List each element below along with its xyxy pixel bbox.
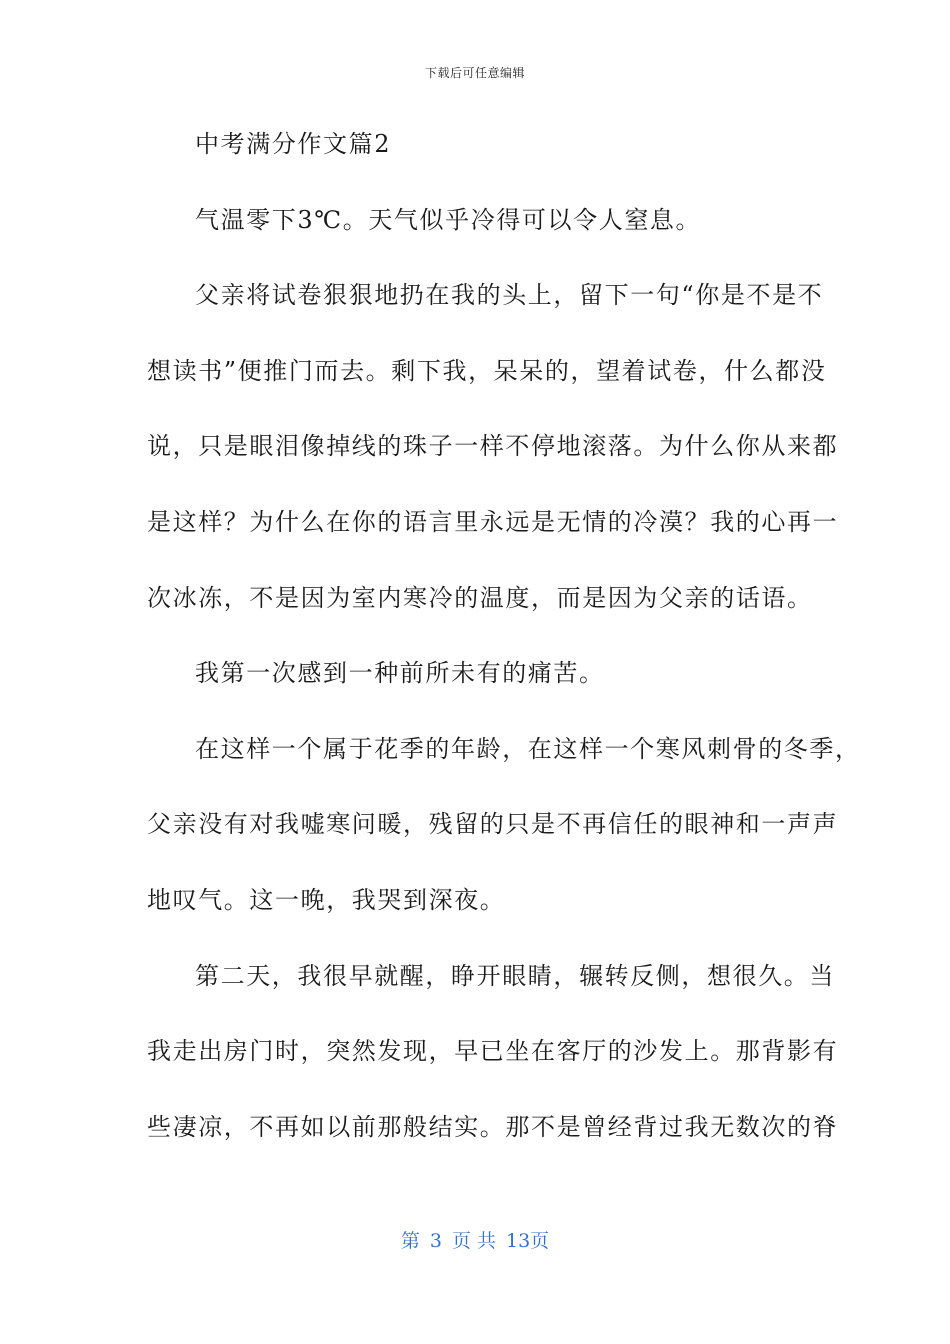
essay-title: 中考满分作文篇2 [195, 130, 392, 158]
paragraph-line: 父亲没有对我嘘寒问暖，残留的只是不再信任的眼神和一声声 [147, 810, 839, 839]
paragraph-line: 气温零下3℃。天气似乎冷得可以令人窒息。 [195, 205, 702, 234]
document-body [147, 118, 861, 1176]
footer-prefix: 第 [400, 1230, 420, 1252]
paragraph-line: 些凄凉，不再如以前那般结实。那不是曾经背过我无数次的脊 [147, 1112, 839, 1141]
paragraph-line: 我第一次感到一种前所未有的痛苦。 [195, 659, 605, 688]
footer-middle: 页 共 [451, 1230, 496, 1252]
paragraph-line: 父亲将试卷狠狠地扔在我的头上，留下一句“你是不是不 [195, 281, 824, 310]
page-footer [0, 1226, 950, 1253]
page-number: 3 [429, 1230, 442, 1252]
paragraph-line: 想读书”便推门而去。剩下我，呆呆的，望着试卷，什么都没 [147, 356, 827, 385]
paragraph-line: 次冰冻，不是因为室内寒冷的温度，而是因为父亲的话语。 [147, 583, 813, 612]
paragraph-line: 说，只是眼泪像掉线的珠子一样不停地滚落。为什么你从来都 [147, 432, 839, 461]
paragraph-line: 是这样？为什么在你的语言里永远是无情的冷漠？我的心再一 [147, 507, 839, 536]
paragraph-line: 地叹气。这一晚，我哭到深夜。 [147, 885, 506, 914]
paragraph-line: 我走出房门时，突然发现，早已坐在客厅的沙发上。那背影有 [147, 1037, 839, 1066]
total-pages: 13页 [505, 1230, 550, 1252]
paragraph-line: 第二天，我很早就醒，睁开眼睛，辗转反侧，想很久。当 [195, 961, 835, 990]
paragraph-line: 在这样一个属于花季的年龄，在这样一个寒风刺骨的冬季， [195, 734, 861, 763]
page-header: 下载后可任意编辑 [424, 66, 525, 80]
